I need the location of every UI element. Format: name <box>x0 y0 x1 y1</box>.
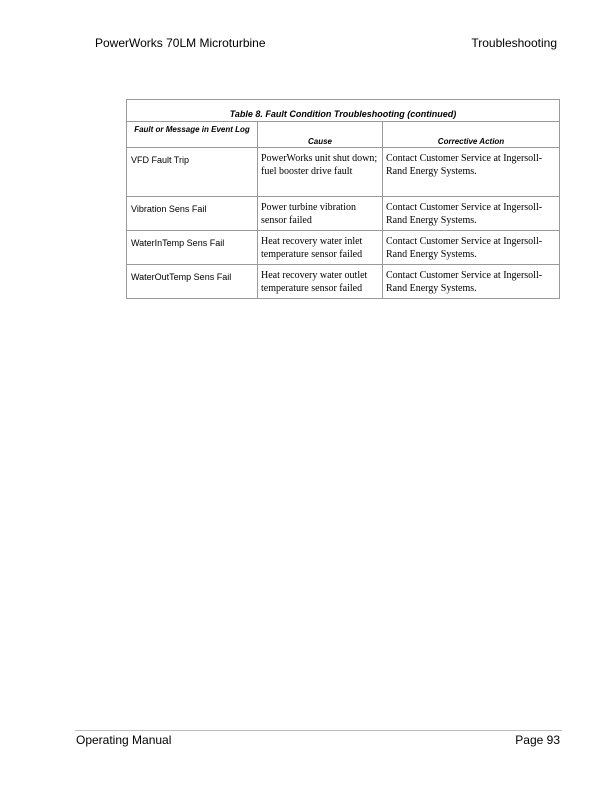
cause-cell: PowerWorks unit shut down; fuel booster drive fault <box>258 148 383 197</box>
table-row <box>127 265 560 299</box>
table-caption-row <box>127 100 560 122</box>
fault-troubleshooting-table <box>126 99 560 299</box>
cause-cell: Power turbine vibration sensor failed <box>258 197 383 231</box>
action-cell: Contact Customer Service at Ingersoll-Rand Energy Systems. <box>383 148 560 197</box>
table-header-row <box>127 122 560 148</box>
cause-cell: Heat recovery water inlet temperature sensor failed <box>258 231 383 265</box>
header-document-title: PowerWorks 70LM Microturbine <box>95 36 266 50</box>
footer-page-number: Page 93 <box>515 733 560 747</box>
column-header-fault: Fault or Message in Event Log <box>127 122 258 148</box>
action-cell: Contact Customer Service at Ingersoll-Rand Energy Systems. <box>383 231 560 265</box>
action-cell: Contact Customer Service at Ingersoll-Rand Energy Systems. <box>383 197 560 231</box>
column-header-action: Corrective Action <box>383 122 560 148</box>
column-header-cause: Cause <box>258 122 383 148</box>
fault-cell: WaterOutTemp Sens Fail <box>127 265 258 299</box>
action-cell: Contact Customer Service at Ingersoll-Rand Energy Systems. <box>383 265 560 299</box>
fault-cell: Vibration Sens Fail <box>127 197 258 231</box>
fault-cell: VFD Fault Trip <box>127 148 258 197</box>
footer-divider <box>75 730 562 731</box>
table-caption: Table 8. Fault Condition Troubleshooting (continued) <box>127 100 560 122</box>
footer-manual-title: Operating Manual <box>76 733 172 747</box>
table-row <box>127 197 560 231</box>
header-section-title: Troubleshooting <box>471 36 557 50</box>
table-row <box>127 231 560 265</box>
fault-cell: WaterInTemp Sens Fail <box>127 231 258 265</box>
cause-cell: Heat recovery water outlet temperature sensor failed <box>258 265 383 299</box>
table-row <box>127 148 560 197</box>
